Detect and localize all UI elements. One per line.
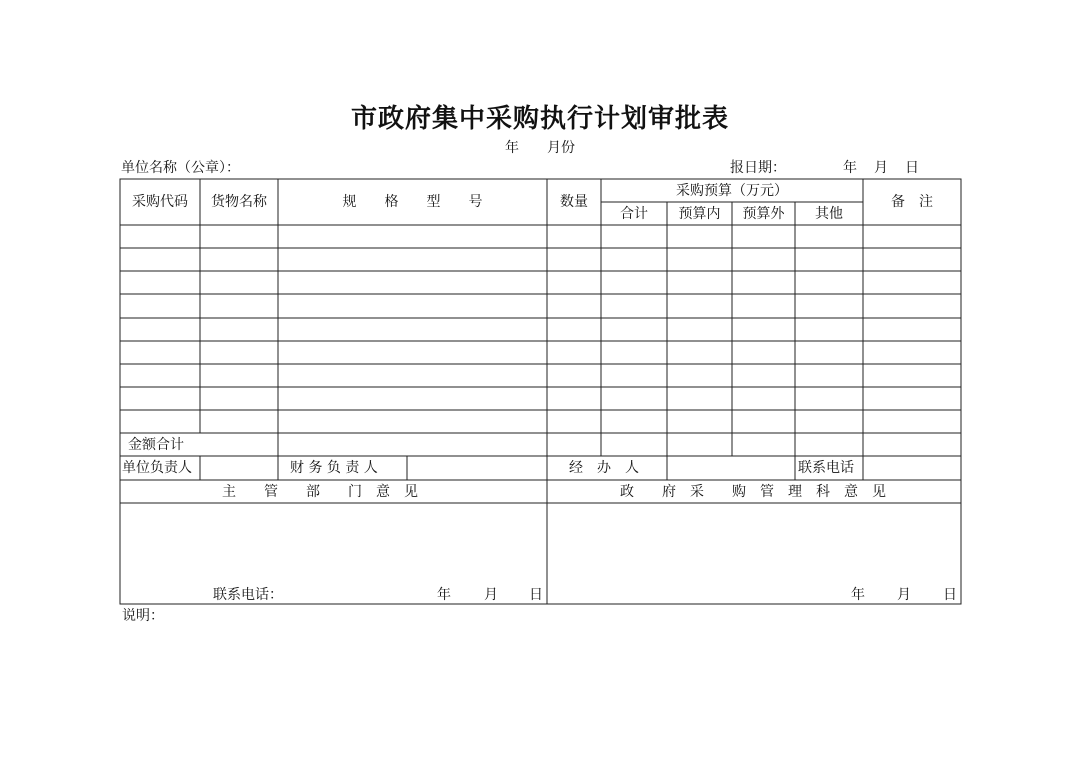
dept-date-month: 月 <box>484 587 498 603</box>
col-header-budget-other: 其他 <box>815 206 843 222</box>
gov-date-year: 年 <box>851 587 865 603</box>
dept-date-year: 年 <box>437 587 451 603</box>
month-field: 年 月份 <box>505 140 575 156</box>
col-header-budget-out: 预算外 <box>742 206 785 222</box>
report-date-day: 日 <box>905 160 919 176</box>
col-header-budget: 采购预算（万元） <box>676 183 788 199</box>
gov-opinion-header: 政 府 采 购 管 理 科 意 见 <box>620 484 886 500</box>
handler-label: 经 办 人 <box>569 460 639 476</box>
col-header-budget-in: 预算内 <box>678 206 721 222</box>
contact-phone-label: 联系电话 <box>798 460 854 476</box>
dept-date-day: 日 <box>529 587 543 603</box>
dept-phone-label: 联系电话： <box>213 587 283 603</box>
gov-date-month: 月 <box>897 587 911 603</box>
total-amount-label: 金额合计 <box>128 437 184 453</box>
form-title: 市政府集中采购执行计划审批表 <box>350 104 729 134</box>
col-header-goods: 货物名称 <box>211 194 267 210</box>
unit-head-label: 单位负责人 <box>122 460 192 476</box>
dept-opinion-header: 主 管 部 门 意 见 <box>222 484 418 500</box>
report-date-year: 年 <box>843 160 857 176</box>
report-date-month: 月 <box>874 160 888 176</box>
col-header-spec: 规 格 型 号 <box>342 194 483 210</box>
unit-name-label: 单位名称（公章）： <box>121 160 240 176</box>
gov-date-day: 日 <box>943 587 957 603</box>
form-border <box>120 179 961 604</box>
col-header-code: 采购代码 <box>132 194 188 210</box>
col-header-remarks: 备 注 <box>891 194 933 210</box>
col-header-qty: 数量 <box>560 194 588 210</box>
finance-head-label: 财 务 负 责 人 <box>290 460 378 476</box>
note-label: 说明： <box>122 608 164 624</box>
report-date-label: 报日期： <box>730 160 786 176</box>
col-header-budget-total: 合计 <box>620 206 648 222</box>
